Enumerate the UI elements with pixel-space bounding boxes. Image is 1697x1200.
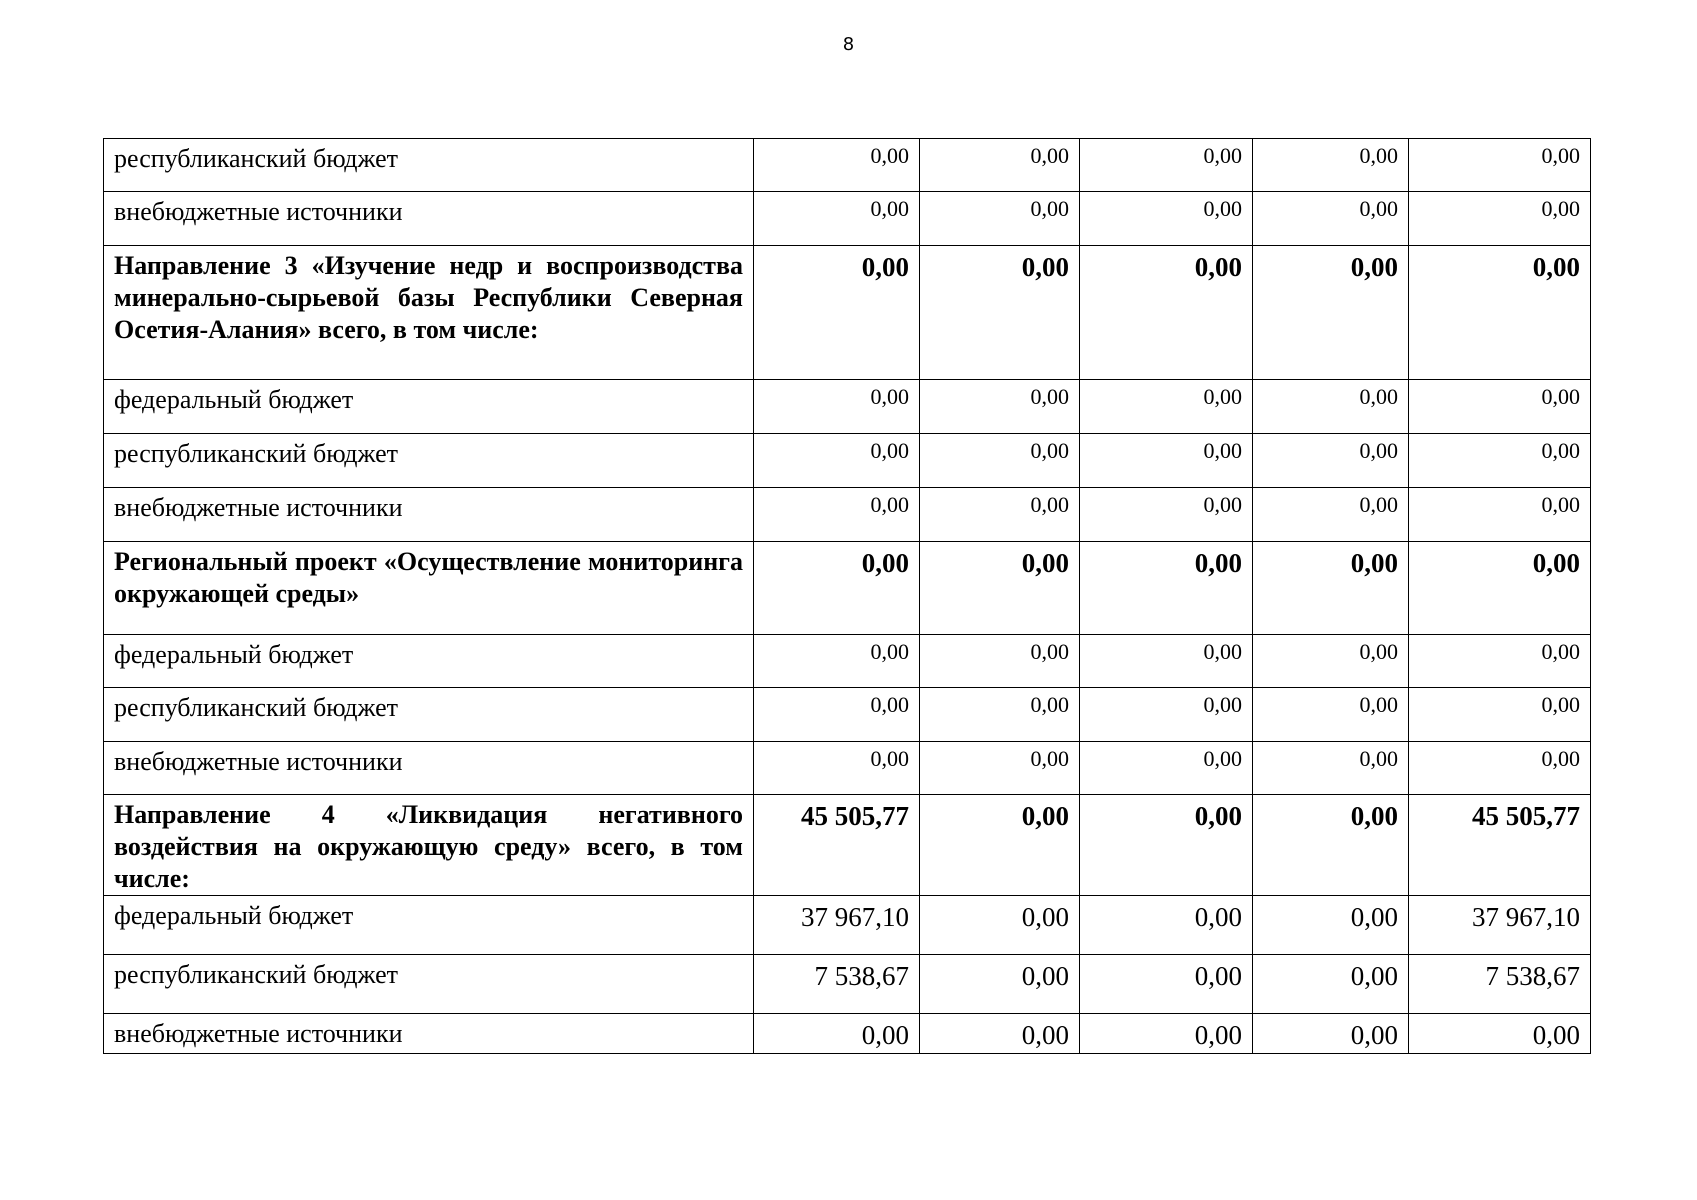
table-row	[104, 380, 1591, 434]
table-cell: 0,00	[1409, 139, 1591, 192]
table-cell: 0,00	[1253, 742, 1409, 795]
row-label: республиканский бюджет	[104, 139, 754, 192]
table-cell: 0,00	[920, 542, 1080, 635]
page-number: 8	[842, 34, 855, 55]
table-cell: 0,00	[920, 688, 1080, 742]
table-row	[104, 635, 1591, 688]
table-cell: 0,00	[1253, 688, 1409, 742]
table-cell: 7 538,67	[754, 955, 920, 1014]
table-cell: 0,00	[754, 434, 920, 488]
table-cell: 0,00	[1253, 246, 1409, 380]
table-cell: 0,00	[920, 434, 1080, 488]
table-row	[104, 688, 1591, 742]
table-cell: 0,00	[1253, 434, 1409, 488]
row-label: федеральный бюджет	[104, 896, 754, 955]
table-row	[104, 742, 1591, 795]
table-cell: 0,00	[1080, 688, 1253, 742]
table-cell: 0,00	[920, 139, 1080, 192]
table-cell: 0,00	[920, 246, 1080, 380]
budget-table	[103, 138, 1591, 1054]
table-cell: 45 505,77	[754, 795, 920, 896]
table-cell: 0,00	[1409, 434, 1591, 488]
table-row	[104, 896, 1591, 955]
table-cell: 0,00	[754, 139, 920, 192]
table-cell: 0,00	[754, 542, 920, 635]
row-label: внебюджетные источники	[104, 192, 754, 246]
table-cell: 0,00	[920, 955, 1080, 1014]
table-cell: 0,00	[1080, 380, 1253, 434]
section-row	[104, 246, 1591, 380]
table-cell: 45 505,77	[1409, 795, 1591, 896]
table-cell: 0,00	[1409, 688, 1591, 742]
table-cell: 0,00	[1409, 380, 1591, 434]
table-cell: 0,00	[920, 380, 1080, 434]
row-label: внебюджетные источники	[104, 742, 754, 795]
section-row	[104, 795, 1591, 896]
table-cell: 0,00	[1409, 542, 1591, 635]
table-cell: 0,00	[754, 246, 920, 380]
table-cell: 0,00	[1253, 795, 1409, 896]
section-label: Региональный проект «Осуществление мониторинга окружающей среды»	[104, 542, 754, 635]
table-cell: 0,00	[1253, 955, 1409, 1014]
table-cell: 0,00	[1409, 192, 1591, 246]
table-cell: 0,00	[920, 1014, 1080, 1054]
table-cell: 0,00	[1080, 635, 1253, 688]
table-cell: 0,00	[920, 795, 1080, 896]
row-label: республиканский бюджет	[104, 955, 754, 1014]
table-cell: 0,00	[1409, 246, 1591, 380]
table-cell: 0,00	[920, 192, 1080, 246]
table-cell: 0,00	[1253, 896, 1409, 955]
table-cell: 0,00	[1253, 139, 1409, 192]
row-label: внебюджетные источники	[104, 1014, 754, 1054]
table-cell: 0,00	[1253, 380, 1409, 434]
table-row	[104, 1014, 1591, 1054]
table-cell: 0,00	[1080, 192, 1253, 246]
table-cell: 0,00	[920, 635, 1080, 688]
row-label: республиканский бюджет	[104, 688, 754, 742]
table-cell: 0,00	[1080, 795, 1253, 896]
table-cell: 0,00	[1253, 192, 1409, 246]
table-cell: 0,00	[1253, 488, 1409, 542]
row-label: республиканский бюджет	[104, 434, 754, 488]
table-cell: 0,00	[1080, 896, 1253, 955]
table-cell: 0,00	[1080, 139, 1253, 192]
table-cell: 0,00	[1080, 742, 1253, 795]
table-cell: 0,00	[754, 380, 920, 434]
section-label: Направление 4 «Ликвидация негативного воздействия на окружающую среду» всего, в том числе:	[104, 795, 754, 896]
table-cell: 0,00	[754, 635, 920, 688]
table-cell: 0,00	[1080, 488, 1253, 542]
section-row	[104, 542, 1591, 635]
table-row	[104, 955, 1591, 1014]
table-cell: 0,00	[1253, 635, 1409, 688]
table-cell: 37 967,10	[1409, 896, 1591, 955]
table-cell: 0,00	[1253, 1014, 1409, 1054]
table-cell: 0,00	[1080, 246, 1253, 380]
table-cell: 0,00	[1409, 1014, 1591, 1054]
table-cell: 0,00	[920, 488, 1080, 542]
table-cell: 0,00	[754, 1014, 920, 1054]
table-cell: 0,00	[1080, 434, 1253, 488]
table-cell: 7 538,67	[1409, 955, 1591, 1014]
table-cell: 0,00	[1409, 488, 1591, 542]
table-cell: 0,00	[754, 742, 920, 795]
table-cell: 0,00	[1409, 635, 1591, 688]
row-label: федеральный бюджет	[104, 380, 754, 434]
row-label: внебюджетные источники	[104, 488, 754, 542]
row-label: федеральный бюджет	[104, 635, 754, 688]
table-row	[104, 434, 1591, 488]
table-cell: 0,00	[754, 688, 920, 742]
table-cell: 0,00	[1253, 542, 1409, 635]
table-cell: 37 967,10	[754, 896, 920, 955]
table-row	[104, 488, 1591, 542]
table-cell: 0,00	[1409, 742, 1591, 795]
table-cell: 0,00	[1080, 955, 1253, 1014]
table-row	[104, 139, 1591, 192]
table-cell: 0,00	[1080, 1014, 1253, 1054]
section-label: Направление 3 «Изучение недр и воспроизводства минерально-сырьевой базы Республики Северная Осетия-Алания» всего, в том числе:	[104, 246, 754, 380]
table-cell: 0,00	[754, 488, 920, 542]
table-cell: 0,00	[754, 192, 920, 246]
table-cell: 0,00	[920, 742, 1080, 795]
table-row	[104, 192, 1591, 246]
table-cell: 0,00	[920, 896, 1080, 955]
table-cell: 0,00	[1080, 542, 1253, 635]
